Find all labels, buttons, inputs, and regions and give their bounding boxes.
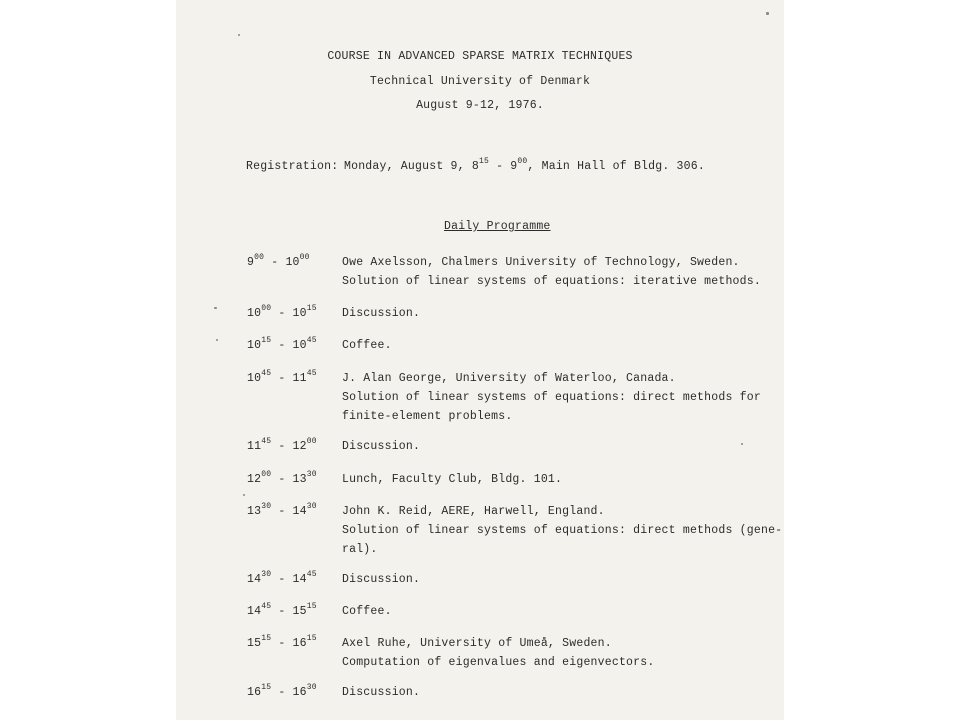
session-line: Discussion. (342, 307, 421, 320)
session-line: finite-element problems. (342, 410, 513, 423)
session-time: $10^{00} - 10^{15}$ (247, 304, 317, 320)
document-page (176, 0, 784, 720)
course-title: COURSE IN ADVANCED SPARSE MATRIX TECHNIQUES (327, 50, 633, 63)
session-description (342, 253, 761, 291)
registration-label: Registration: (246, 160, 339, 173)
scan-speck (238, 34, 240, 36)
session-time: $10^{15} - 10^{45}$ (247, 336, 317, 352)
session-description (342, 336, 392, 355)
session-line: Coffee. (342, 605, 392, 618)
session-description (342, 683, 420, 702)
scan-speck (243, 494, 245, 496)
session-description (342, 470, 562, 489)
registration-start: $8^{15}$ (471, 157, 489, 173)
session-line: Coffee. (342, 339, 392, 352)
session-line: Solution of linear systems of equations: direct methods for (342, 391, 761, 404)
session-time: $13^{30} - 14^{30}$ (247, 502, 317, 518)
session-line: Discussion. (342, 573, 421, 586)
session-line: Discussion. (342, 686, 421, 699)
session-line: Lunch, Faculty Club, Bldg. 101. (342, 473, 563, 486)
session-line: Axel Ruhe, University of Umeå, Sweden. (342, 637, 612, 650)
course-dates: August 9-12, 1976. (416, 99, 544, 112)
session-line: Solution of linear systems of equations: direct methods (gene- (342, 524, 783, 537)
session-description (342, 304, 420, 323)
session-line: Solution of linear systems of equations: iterative methods. (342, 275, 761, 288)
session-line: Owe Axelsson, Chalmers University of Technology, Sweden. (342, 256, 740, 269)
session-description (342, 369, 761, 426)
registration-line: Registration: Monday, August 9, $8^{15} - 9^{00}$, Main Hall of Bldg. 306. (246, 157, 705, 173)
session-line: J. Alan George, University of Waterloo, Canada. (342, 372, 676, 385)
session-description (342, 570, 420, 589)
session-line: ral). (342, 543, 378, 556)
session-time: $14^{45} - 15^{15}$ (247, 602, 317, 618)
session-time: $15^{15} - 16^{15}$ (247, 634, 317, 650)
session-line: John K. Reid, AERE, Harwell, England. (342, 505, 605, 518)
session-time: $11^{45} - 12^{00}$ (247, 437, 317, 453)
scan-speck (741, 443, 743, 445)
session-line: Computation of eigenvalues and eigenvectors. (342, 656, 655, 669)
session-time: $10^{45} - 11^{45}$ (247, 369, 317, 385)
session-time: $16^{15} - 16^{30}$ (247, 683, 317, 699)
session-description (342, 437, 420, 456)
session-time: $14^{30} - 14^{45}$ (247, 570, 317, 586)
registration-location: , Main Hall of Bldg. 306. (527, 160, 705, 173)
registration-end: $9^{00}$ (510, 157, 528, 173)
scan-speck (766, 12, 769, 15)
session-time: $12^{00} - 13^{30}$ (247, 470, 317, 486)
session-description (342, 634, 654, 672)
institution-line: Technical University of Denmark (369, 75, 591, 88)
registration-day: Monday, August 9, (344, 160, 465, 173)
session-description (342, 602, 392, 621)
scan-speck (216, 339, 218, 341)
session-time: $9^{00} - 10^{00}$ (247, 253, 310, 269)
session-description (342, 502, 782, 559)
programme-heading: Daily Programme (444, 220, 551, 233)
session-line: Discussion. (342, 440, 421, 453)
scan-speck (214, 307, 217, 309)
